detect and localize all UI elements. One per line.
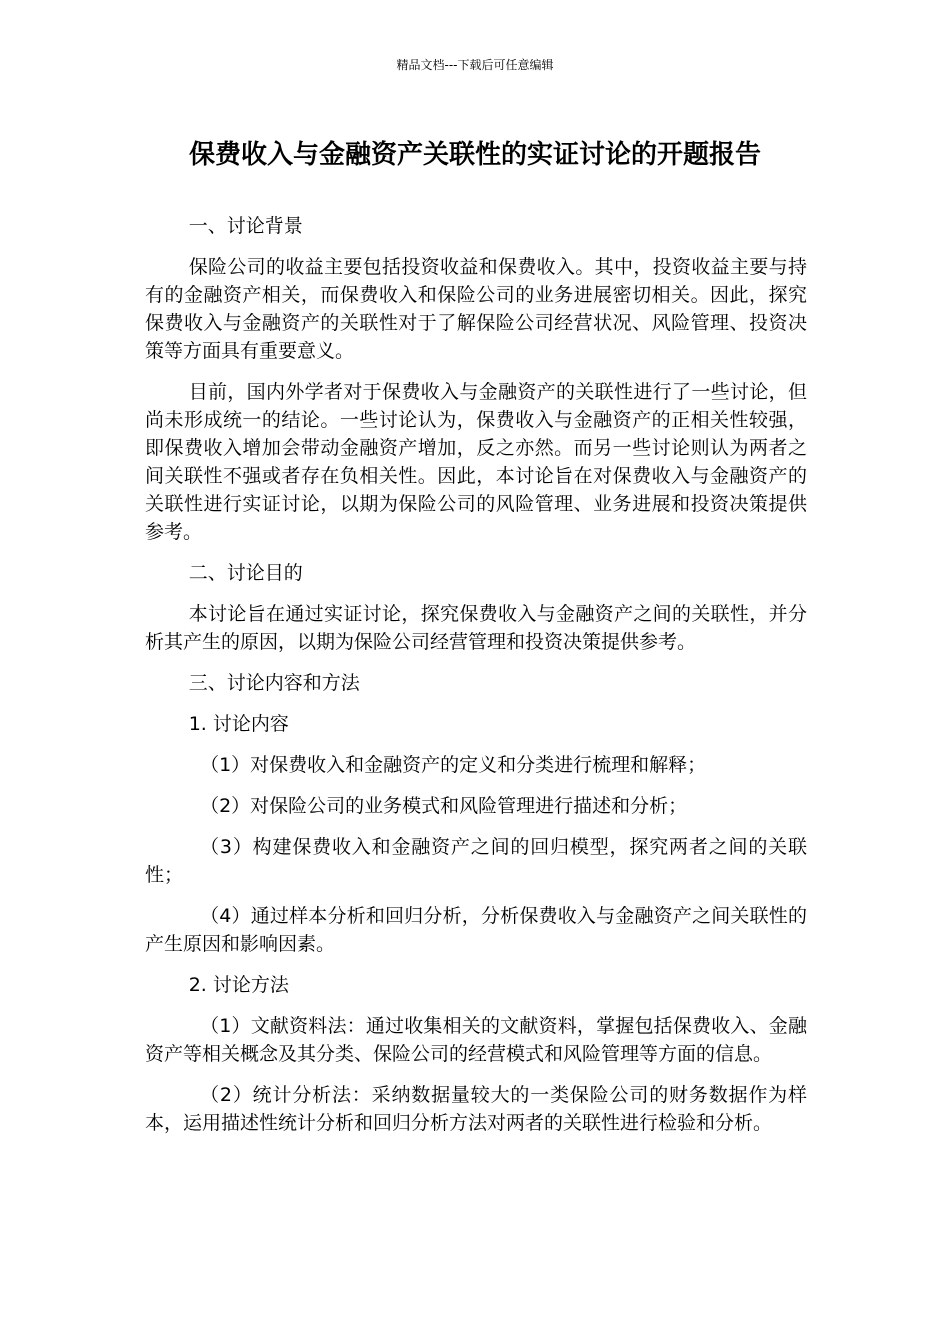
paragraph: 本讨论旨在通过实证讨论，探究保费收入与金融资产之间的关联性，并分析其产生的原因，以期为保险公司经营管理和投资决策提供参考。 (145, 603, 807, 653)
list-item: （1）对保费收入和金融资产的定义和分类进行梳理和解释； (200, 754, 707, 776)
section-heading-background: 一、讨论背景 (188, 215, 303, 237)
list-item: （2）统计分析法：采纳数据量较大的一类保险公司的财务数据作为样本，运用描述性统计分析和回归分析方法对两者的关联性进行检验和分析。 (145, 1084, 807, 1134)
section-heading-methods: 三、讨论内容和方法 (188, 672, 360, 694)
paragraph: 保险公司的收益主要包括投资收益和保费收入。其中，投资收益主要与持有的金融资产相关，而保费收入和保险公司的业务进展密切相关。因此，探究保费收入与金融资产的关联性对于了解保险公司经营状况、风险管理、投资决策等方面具有重要意义。 (145, 256, 807, 362)
subsection-heading-content: 1. 讨论内容 (188, 713, 289, 735)
section-heading-purpose: 二、讨论目的 (188, 562, 303, 584)
paragraph: 目前，国内外学者对于保费收入与金融资产的关联性进行了一些讨论，但尚未形成统一的结论。一些讨论认为，保费收入与金融资产的正相关性较强，即保费收入增加会带动金融资产增加，反之亦然。而另一些讨论则认为两者之间关联性不强或者存在负相关性。因此，本讨论旨在对保费收入与金融资产的关联性进行实证讨论，以期为保险公司的风险管理、业务进展和投资决策提供参考。 (145, 381, 807, 543)
header-note: 精品文档---下载后可任意编辑 (396, 58, 554, 72)
document-title: 保费收入与金融资产关联性的实证讨论的开题报告 (188, 140, 761, 170)
list-item: （1）文献资料法：通过收集相关的文献资料，掌握包括保费收入、金融资产等相关概念及其分类、保险公司的经营模式和风险管理等方面的信息。 (145, 1015, 807, 1065)
list-item: （4）通过样本分析和回归分析，分析保费收入与金融资产之间关联性的产生原因和影响因素。 (145, 905, 807, 955)
subsection-heading-method: 2. 讨论方法 (188, 974, 289, 996)
document-body (145, 212, 807, 1150)
list-item: （2）对保险公司的业务模式和风险管理进行描述和分析； (200, 795, 688, 817)
list-item: （3）构建保费收入和金融资产之间的回归模型，探究两者之间的关联性； (145, 836, 807, 886)
